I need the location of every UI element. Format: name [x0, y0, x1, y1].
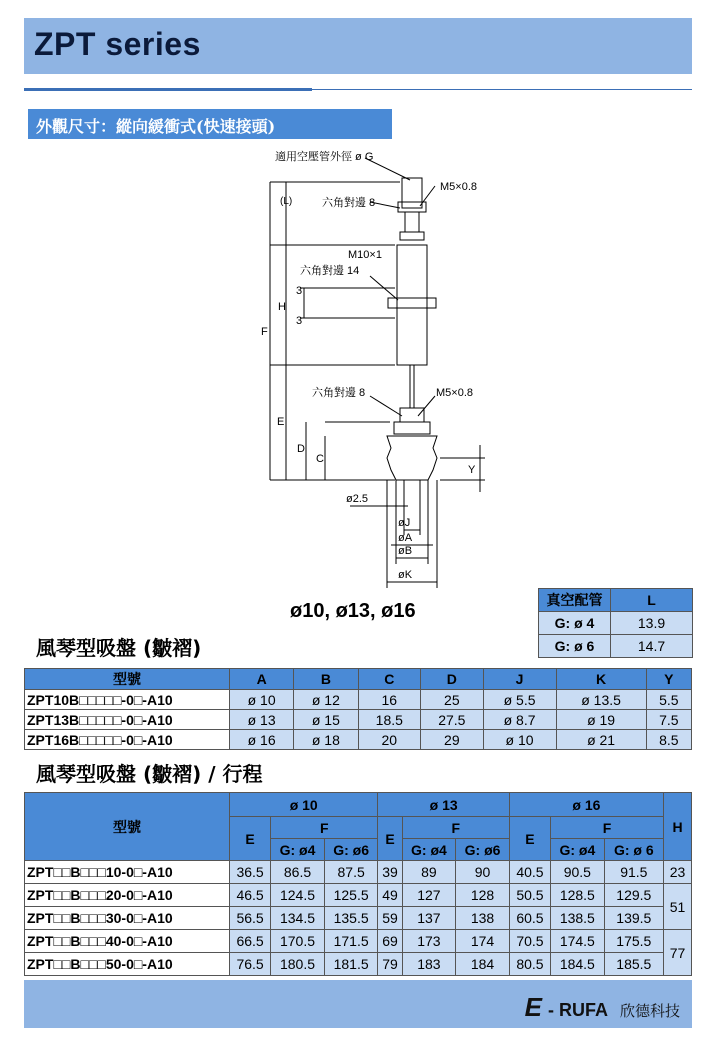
value-cell: 128: [456, 884, 510, 907]
table-header: G: ø 6: [604, 839, 663, 861]
dim-label: M10×1: [348, 249, 382, 261]
table-row: [25, 690, 692, 710]
value-cell: 7.5: [646, 710, 691, 730]
value-cell: 66.5: [230, 930, 271, 953]
brand-cn: 欣德科技: [619, 1002, 680, 1020]
table-row: [25, 930, 692, 953]
table-header: Y: [646, 669, 691, 690]
value-cell: 184: [456, 953, 510, 976]
title-bar: [24, 18, 692, 74]
l-table-header: 真空配管: [539, 589, 611, 612]
dim-label: øA: [398, 532, 413, 544]
dim-label: M5×0.8: [436, 387, 473, 399]
l-table-cell: G: ø 4: [539, 612, 611, 635]
dim-label: øB: [398, 545, 413, 557]
value-cell: 137: [402, 907, 456, 930]
value-cell: 128.5: [551, 884, 605, 907]
dim-label: 3: [296, 315, 303, 327]
model-cell: ZPT10B□□□□□-0□-A10: [25, 690, 230, 710]
l-table-cell: 13.9: [611, 612, 693, 635]
table-header: G: ø4: [402, 839, 456, 861]
value-cell: 39: [378, 861, 402, 884]
value-cell: 50.5: [509, 884, 550, 907]
value-cell: ø 10: [483, 730, 556, 750]
section-title: 外觀尺寸：縱向緩衝式(快速接頭): [36, 117, 276, 136]
footer-bar: [24, 980, 692, 1028]
dim-label: 3: [296, 285, 303, 297]
value-cell: 181.5: [324, 953, 378, 976]
value-cell: ø 16: [230, 730, 294, 750]
l-table-cell: G: ø 6: [539, 635, 611, 658]
value-cell: ø 10: [230, 690, 294, 710]
h-cell: 51: [664, 884, 692, 930]
dim-label: E: [277, 416, 285, 428]
table-header: J: [483, 669, 556, 690]
brand-e: E: [524, 992, 542, 1022]
value-cell: 8.5: [646, 730, 691, 750]
value-cell: 27.5: [421, 710, 484, 730]
table-header: H: [664, 793, 692, 861]
value-cell: 56.5: [230, 907, 271, 930]
dim-label: (L): [280, 196, 293, 207]
value-cell: ø 15: [294, 710, 358, 730]
value-cell: 138.5: [551, 907, 605, 930]
value-cell: 80.5: [509, 953, 550, 976]
dimension-table: [24, 668, 692, 750]
l-table: [538, 588, 693, 658]
value-cell: 138: [456, 907, 510, 930]
h-cell: 23: [664, 861, 692, 884]
value-cell: 29: [421, 730, 484, 750]
size-caption: ø10, ø13, ø16: [290, 600, 416, 622]
page-title: ZPT series: [34, 26, 201, 62]
value-cell: 59: [378, 907, 402, 930]
divider: [24, 88, 312, 91]
section-bar: [28, 109, 392, 139]
value-cell: 171.5: [324, 930, 378, 953]
table-header: F: [551, 817, 664, 839]
value-cell: 170.5: [271, 930, 325, 953]
table-header: G: ø4: [271, 839, 325, 861]
value-cell: ø 19: [556, 710, 646, 730]
table-header: E: [230, 817, 271, 861]
model-cell: ZPT□□B□□□10-0□-A10: [25, 861, 230, 884]
l-table-cell: 14.7: [611, 635, 693, 658]
table1-title: 風琴型吸盤 (皺褶): [36, 636, 202, 660]
value-cell: 46.5: [230, 884, 271, 907]
value-cell: ø 5.5: [483, 690, 556, 710]
dim-label: 適用空壓管外徑 ø G: [275, 151, 374, 163]
dim-label: D: [297, 443, 305, 455]
brand-name: - RUFA: [547, 1000, 608, 1020]
value-cell: 125.5: [324, 884, 378, 907]
value-cell: 86.5: [271, 861, 325, 884]
table-header: 型號: [25, 793, 230, 861]
value-cell: 174.5: [551, 930, 605, 953]
value-cell: 183: [402, 953, 456, 976]
dimension-drawing: [250, 140, 510, 600]
value-cell: 40.5: [509, 861, 550, 884]
table2-title: 風琴型吸盤 (皺褶) / 行程: [36, 762, 263, 786]
value-cell: 90: [456, 861, 510, 884]
table-header: A: [230, 669, 294, 690]
value-cell: 134.5: [271, 907, 325, 930]
value-cell: ø 18: [294, 730, 358, 750]
value-cell: 174: [456, 930, 510, 953]
model-cell: ZPT□□B□□□20-0□-A10: [25, 884, 230, 907]
model-cell: ZPT13B□□□□□-0□-A10: [25, 710, 230, 730]
value-cell: ø 21: [556, 730, 646, 750]
table-header: B: [294, 669, 358, 690]
value-cell: ø 13: [230, 710, 294, 730]
model-cell: ZPT□□B□□□50-0□-A10: [25, 953, 230, 976]
dim-label: øK: [398, 569, 413, 581]
table-header: 型號: [25, 669, 230, 690]
dim-label: 六角對邊 14: [300, 265, 360, 277]
table-header: ø 13: [378, 793, 509, 817]
value-cell: 184.5: [551, 953, 605, 976]
table-header: ø 16: [509, 793, 663, 817]
l-table-header: L: [611, 589, 693, 612]
dim-label: F: [261, 326, 268, 338]
model-cell: ZPT16B□□□□□-0□-A10: [25, 730, 230, 750]
value-cell: 91.5: [604, 861, 663, 884]
model-cell: ZPT□□B□□□40-0□-A10: [25, 930, 230, 953]
table-header: G: ø6: [456, 839, 510, 861]
value-cell: 135.5: [324, 907, 378, 930]
table-row: [25, 861, 692, 884]
table-row: [25, 884, 692, 907]
value-cell: 25: [421, 690, 484, 710]
value-cell: 124.5: [271, 884, 325, 907]
table-header: K: [556, 669, 646, 690]
value-cell: ø 13.5: [556, 690, 646, 710]
dim-label: 六角對邊 8: [312, 387, 366, 399]
brand-logo: [525, 992, 680, 1023]
dim-label: H: [278, 301, 286, 313]
value-cell: ø 12: [294, 690, 358, 710]
dim-label: 六角對邊 8: [322, 197, 376, 209]
table-row: [25, 953, 692, 976]
value-cell: 49: [378, 884, 402, 907]
dim-label: M5×0.8: [440, 181, 477, 193]
value-cell: 89: [402, 861, 456, 884]
model-cell: ZPT□□B□□□30-0□-A10: [25, 907, 230, 930]
value-cell: 180.5: [271, 953, 325, 976]
value-cell: 79: [378, 953, 402, 976]
value-cell: 173: [402, 930, 456, 953]
dim-label: ø2.5: [346, 493, 369, 505]
value-cell: 16: [358, 690, 421, 710]
table-header: ø 10: [230, 793, 378, 817]
table-header: G: ø6: [324, 839, 378, 861]
table-row: [25, 710, 692, 730]
value-cell: 185.5: [604, 953, 663, 976]
value-cell: 60.5: [509, 907, 550, 930]
value-cell: 175.5: [604, 930, 663, 953]
value-cell: 87.5: [324, 861, 378, 884]
value-cell: 139.5: [604, 907, 663, 930]
value-cell: 70.5: [509, 930, 550, 953]
table-header: E: [378, 817, 402, 861]
h-cell: 77: [664, 930, 692, 976]
value-cell: 36.5: [230, 861, 271, 884]
table-header: D: [421, 669, 484, 690]
table-header: F: [402, 817, 509, 839]
table-header: E: [509, 817, 550, 861]
dim-label: øJ: [398, 517, 411, 529]
value-cell: ø 8.7: [483, 710, 556, 730]
divider: [312, 89, 692, 90]
value-cell: 20: [358, 730, 421, 750]
table-header: F: [271, 817, 378, 839]
value-cell: 69: [378, 930, 402, 953]
value-cell: 76.5: [230, 953, 271, 976]
value-cell: 90.5: [551, 861, 605, 884]
value-cell: 5.5: [646, 690, 691, 710]
table-row: [25, 907, 692, 930]
value-cell: 127: [402, 884, 456, 907]
value-cell: 18.5: [358, 710, 421, 730]
table-header: G: ø4: [551, 839, 605, 861]
dim-label: Y: [468, 464, 476, 476]
stroke-table: [24, 792, 692, 976]
dim-label: C: [316, 453, 324, 465]
value-cell: 129.5: [604, 884, 663, 907]
table-row: [25, 730, 692, 750]
table-header: C: [358, 669, 421, 690]
